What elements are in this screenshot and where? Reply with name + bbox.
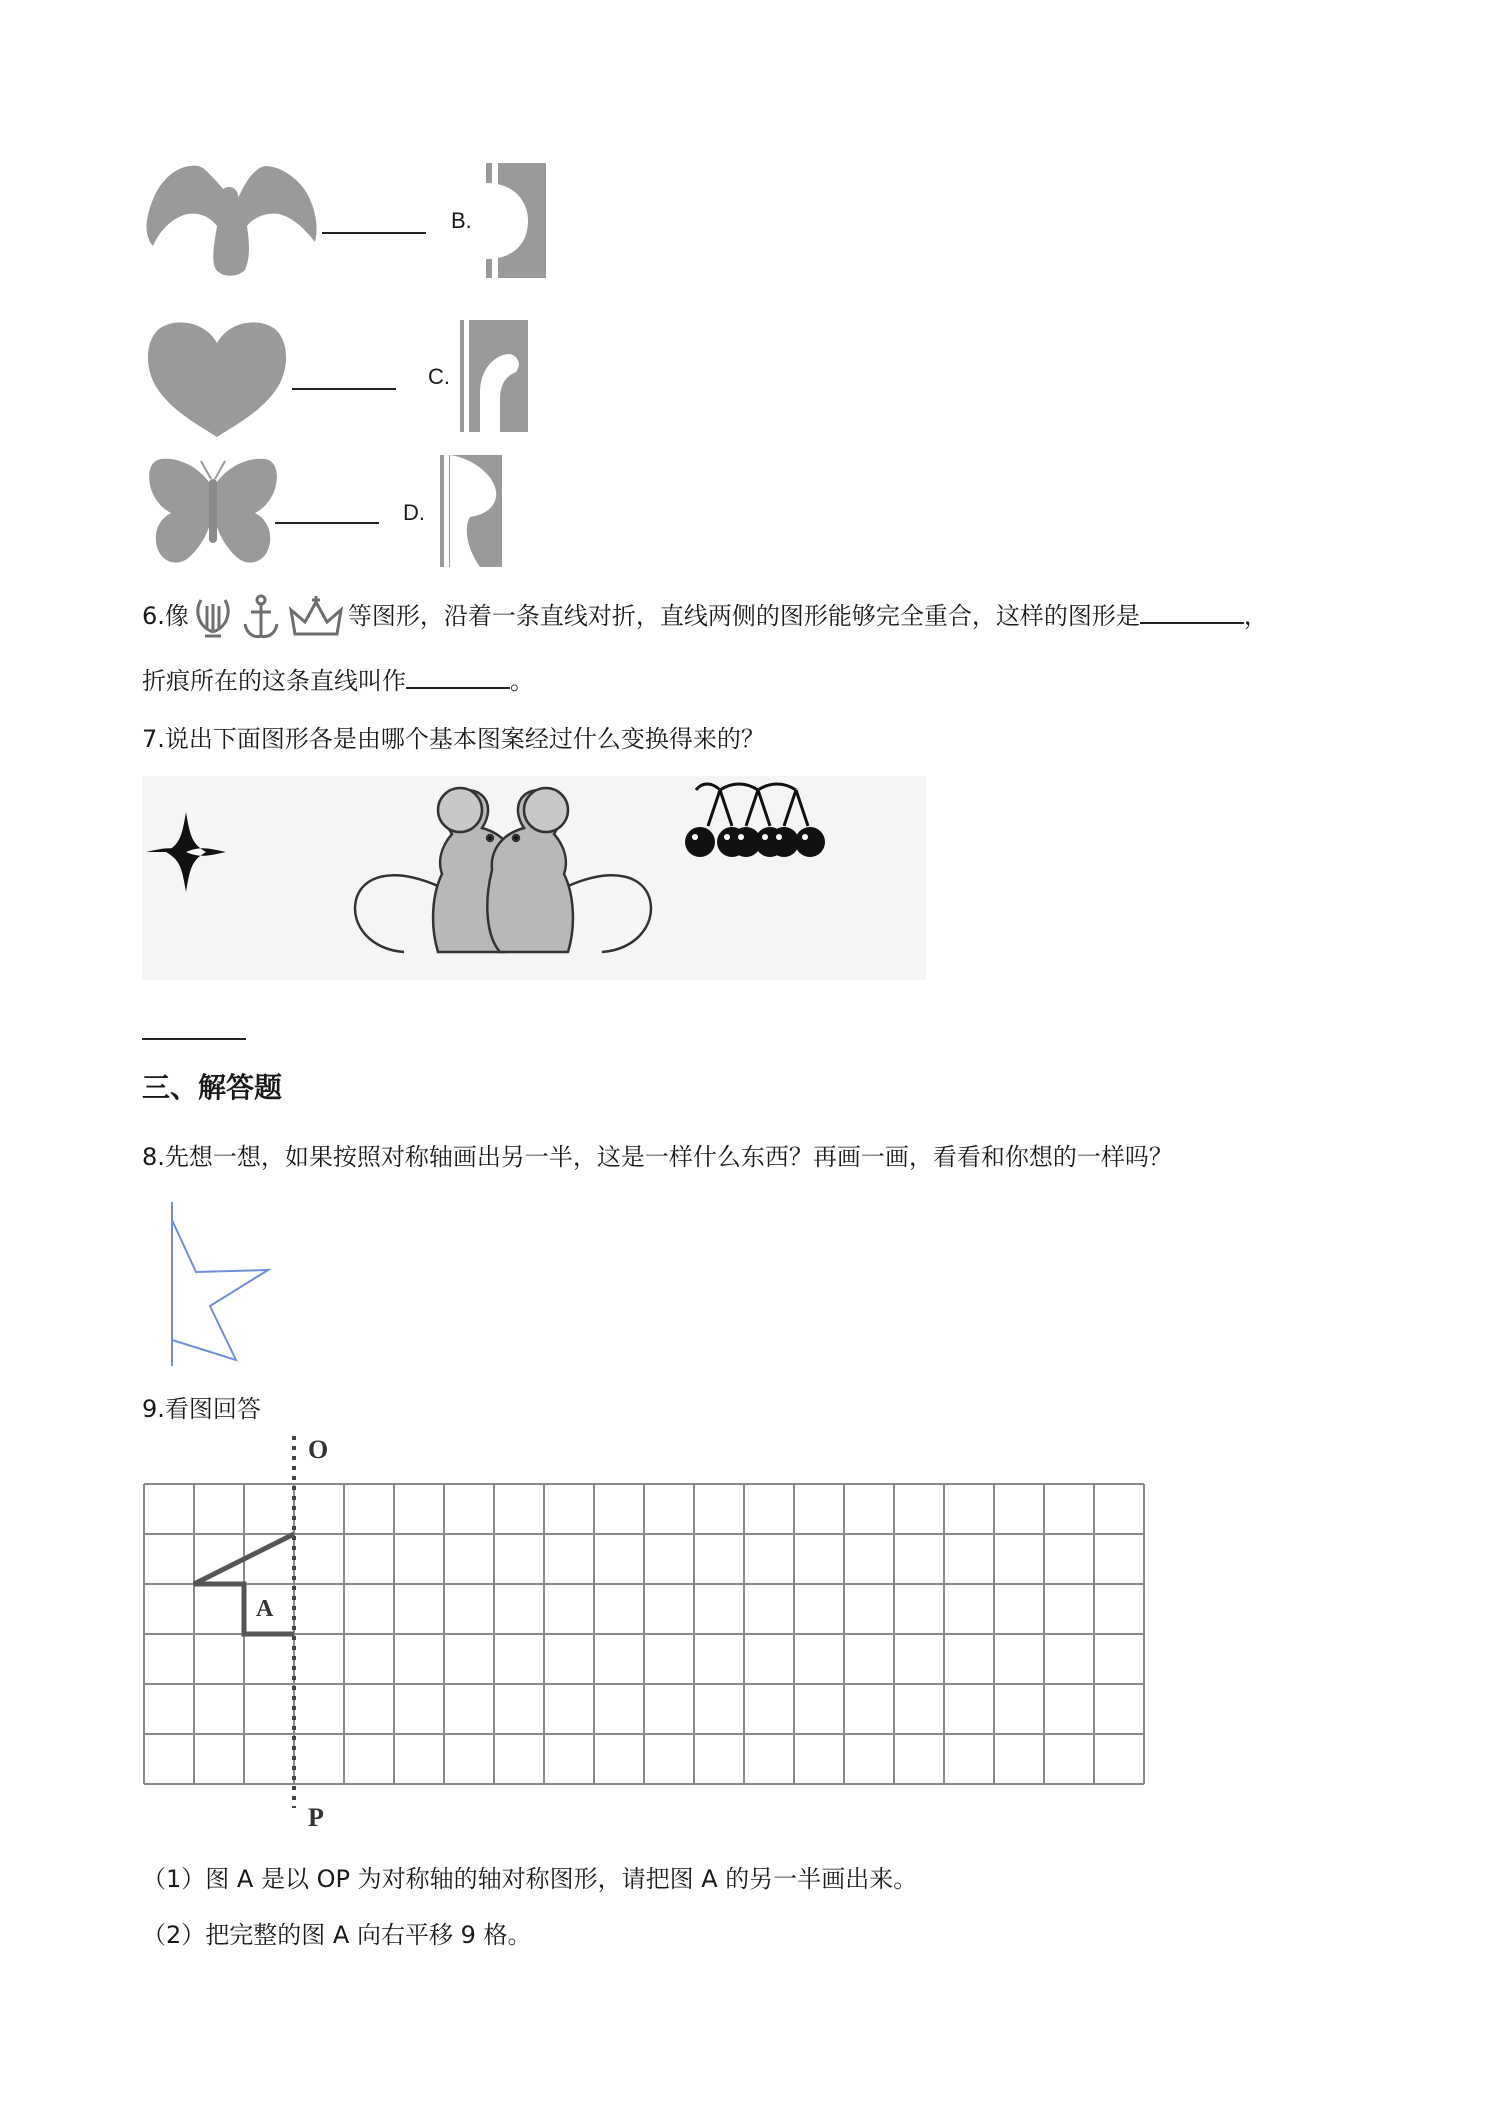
question-8-figure <box>160 1200 280 1370</box>
question-7-text: 7.说出下面图形各是由哪个基本图案经过什么变换得来的？ <box>142 725 765 753</box>
section-title: 三、解答题 <box>142 1071 283 1104</box>
axis-label-p: P <box>308 1803 324 1830</box>
question-6-text: 等图形，沿着一条直线对折，直线两侧的图形能够完全重合，这样的图形是 <box>347 602 1140 630</box>
match-item-bird <box>145 160 320 280</box>
wing-half-cut-icon <box>440 455 502 567</box>
match-item-heart <box>145 315 290 440</box>
answer-blank[interactable] <box>275 500 379 524</box>
question-6-comma: ， <box>1243 602 1268 630</box>
heart-silhouette-icon <box>145 315 290 440</box>
question-6-line1 <box>142 592 1268 642</box>
answer-blank[interactable] <box>322 210 426 234</box>
question-9-sub2: （2）把完整的图 A 向右平移 9 格。 <box>142 1921 532 1949</box>
axis-label-o: O <box>308 1436 329 1464</box>
mice-pair-figure <box>355 788 651 952</box>
question-9-sub1: （1）图 A 是以 OP 为对称轴的轴对称图形，请把图 A 的另一半画出来。 <box>142 1865 918 1893</box>
answer-blank[interactable] <box>142 1016 246 1040</box>
question-6-line2 <box>142 664 534 698</box>
shape-a-label: A <box>256 1596 274 1622</box>
half-star-figure <box>160 1200 280 1370</box>
lyre-icon <box>198 600 228 636</box>
question-6-period: 。 <box>510 667 534 695</box>
symmetric-icons <box>191 592 346 642</box>
option-label: C. <box>428 364 450 389</box>
half-circle-cut-icon <box>486 163 546 278</box>
option-label: D. <box>403 500 425 525</box>
question-6-line2-text: 折痕所在的这条直线叫作 <box>142 667 406 695</box>
answer-blank[interactable] <box>1140 600 1244 624</box>
answer-blank[interactable] <box>406 665 510 689</box>
bird-silhouette-icon <box>145 160 320 280</box>
anchor-icon <box>245 596 277 637</box>
option-d-shape <box>440 455 502 567</box>
crown-icon <box>291 596 341 634</box>
option-c-shape <box>460 320 528 432</box>
question-6-prefix: 6.像 <box>142 602 189 630</box>
match-item-butterfly <box>145 455 280 570</box>
question-7-figure <box>142 776 926 980</box>
option-label: B. <box>451 208 472 233</box>
question-9-grid-figure <box>142 1436 1182 1830</box>
question-8-text: 8.先想一想，如果按照对称轴画出另一半，这是一样什么东西？再画一画，看看和你想的一样吗？ <box>142 1143 1173 1171</box>
four-point-star-icon <box>146 812 226 892</box>
heart-half-cut-icon <box>460 320 528 432</box>
option-b-shape <box>486 163 546 278</box>
cherries-row-figure <box>685 784 825 857</box>
question-9-text: 9.看图回答 <box>142 1395 261 1423</box>
answer-blank[interactable] <box>292 366 396 390</box>
butterfly-silhouette-icon <box>145 455 280 570</box>
